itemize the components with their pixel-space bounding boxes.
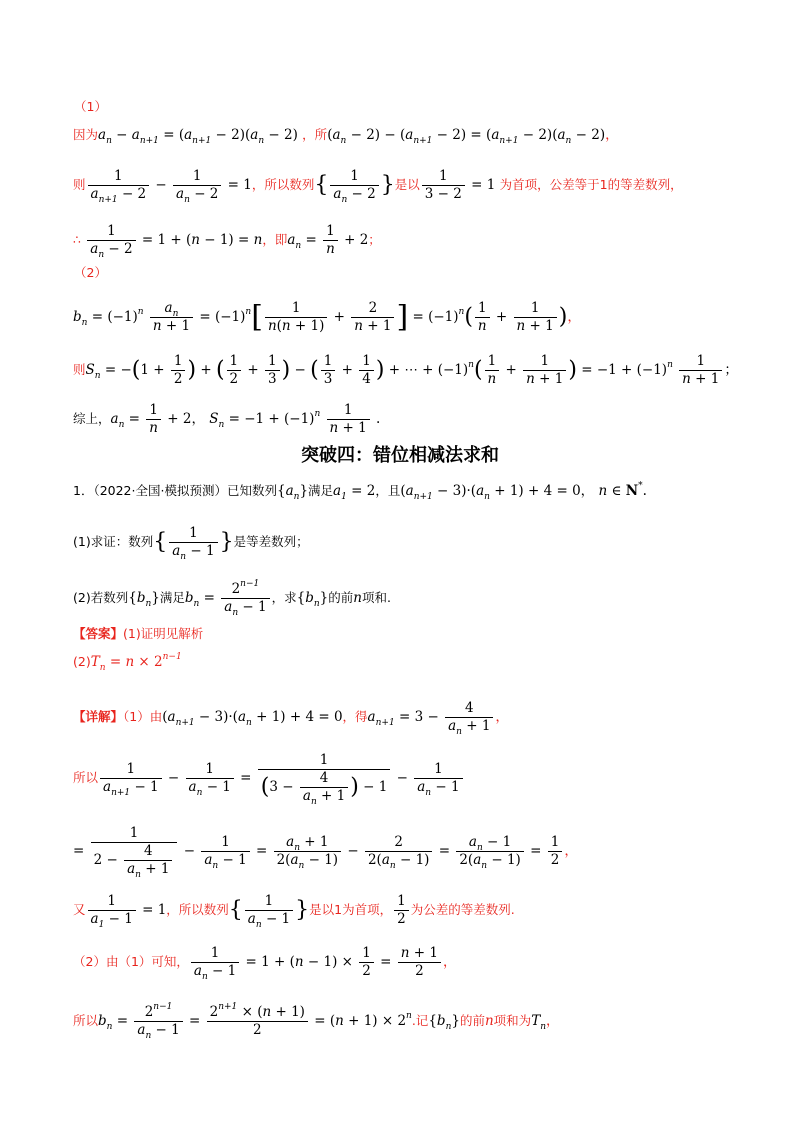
answer-line1: 【答案】(1)证明见解析	[73, 626, 204, 641]
detail-line4: 又 $\frac{1}{a_1 - 1}$ = 1，所以数列{ $\frac{1}{a_n - 1}$ }是以1为首项， $\frac{1}{2}$ 为公差的等差数列.	[73, 893, 515, 930]
detail-line3: = 1 2 − $\frac{4}{a_n + 1}$ − $\frac{1}{a_n - 1}$ = $\frac{a_n + 1}{2(a_n - 1)}$ − $\frac{2}{2(a_n - 1)}$ = $\frac{a_n - 1}{2(a_n - 1)}$ = $\frac{1}{2}$ ，	[73, 825, 578, 880]
detail-line6: 所以$b_n$ = $\frac{2^{n-1}}{a_n - 1}$ = $\frac{2^{n+1} \times (n + 1)}{2}$ = $(n + 1) \times 2^n$.记$\{b_n\}$的前n项和为$T_n$，	[73, 1002, 560, 1041]
part1-line2: 则 $\frac{1}{a_{n+1} - 2}$ − $\frac{1}{a_n - 2}$ = 1，所以数列{ $\frac{1}{a_n - 2}$ }是以 $\frac{1}{3 - 2}$ = 1 为首项，公差等于1的等差数列，	[73, 168, 683, 205]
detail-line2: 所以 $\frac{1}{a_{n+1} - 1}$ − $\frac{1}{a_n - 1}$ = 1 (3 − $\frac{4}{a_n + 1}$ ) − 1 − $\frac{1}{a_n - 1}$	[73, 752, 465, 805]
answer-line2: $(2)T_n = n \times 2^{n-1}$	[73, 652, 182, 673]
problem-part2: (2)若数列$\{b_n\}$满足$b_n$ = $\frac{2^{n-1}}{a_n - 1}$ ，求$\{b_n\}$的前n项和.	[73, 579, 391, 618]
part2-sn: 则$S_n = -(1$ + $\frac{1}{2}$ ) + ( $\frac{1}{2}$ + $\frac{1}{3}$ ) − ( $\frac{1}{3}$ + $\frac{1}{4}$ ) + ⋯ + $(-1)^n$( $\frac{1}{n}$ + $\frac{1}{n + 1}$ ) = $-1 + (-1)^n$ $\frac{1}{n + 1}$ ；	[73, 353, 738, 387]
part2-label: （2）	[74, 265, 107, 280]
part1-line3: ∴ $\frac{1}{a_n - 2}$ = 1 + (n − 1) = n，即$a_n$ = $\frac{1}{n}$ + 2；	[73, 223, 381, 260]
section-heading: 突破四：错位相减法求和	[301, 445, 499, 466]
problem-part1: (1)求证：数列{ $\frac{1}{a_n - 1}$ }是等差数列；	[73, 525, 309, 562]
part2-bn: $b_n = (-1)^n$ $\frac{a_n}{n + 1}$ = $(-1)^n$[ $\frac{1}{n(n + 1)}$ + $\frac{2}{n + 1}$ ] = $(-1)^n$( $\frac{1}{n}$ + $\frac{1}{n + 1}$ )，	[73, 299, 581, 335]
part1-line1: 因为$a_n - a_{n+1} = (a_{n+1} - 2)(a_n - 2)$ ，所$(a_n - 2) - (a_{n+1} - 2) = (a_{n+1} - 2)(a_n - 2)$，	[73, 127, 619, 146]
part1-label: （1）	[74, 99, 107, 114]
part2-summary: 综上，$a_n$ = $\frac{1}{n}$ + 2， $S_n = -1 + (-1)^n$ $\frac{1}{n + 1}$ .	[73, 402, 381, 436]
detail-line1: 【详解】（1）由$(a_{n+1} - 3)\cdot(a_n + 1) + 4 = 0$，得$a_{n+1} = 3$ − $\frac{4}{a_n + 1}$ ，	[73, 700, 509, 737]
detail-line5: （2）由（1）可知， $\frac{1}{a_n - 1}$ = 1 + (n − 1) × $\frac{1}{2}$ = $\frac{n + 1}{2}$ ，	[73, 945, 457, 982]
problem-statement: 1．（2022·全国·模拟预测）已知数列$\{a_n\}$满足$a_1 = 2$，且$(a_{n+1} - 3)\cdot(a_n + 1) + 4 = 0$， n ∈ N*.	[73, 481, 647, 502]
